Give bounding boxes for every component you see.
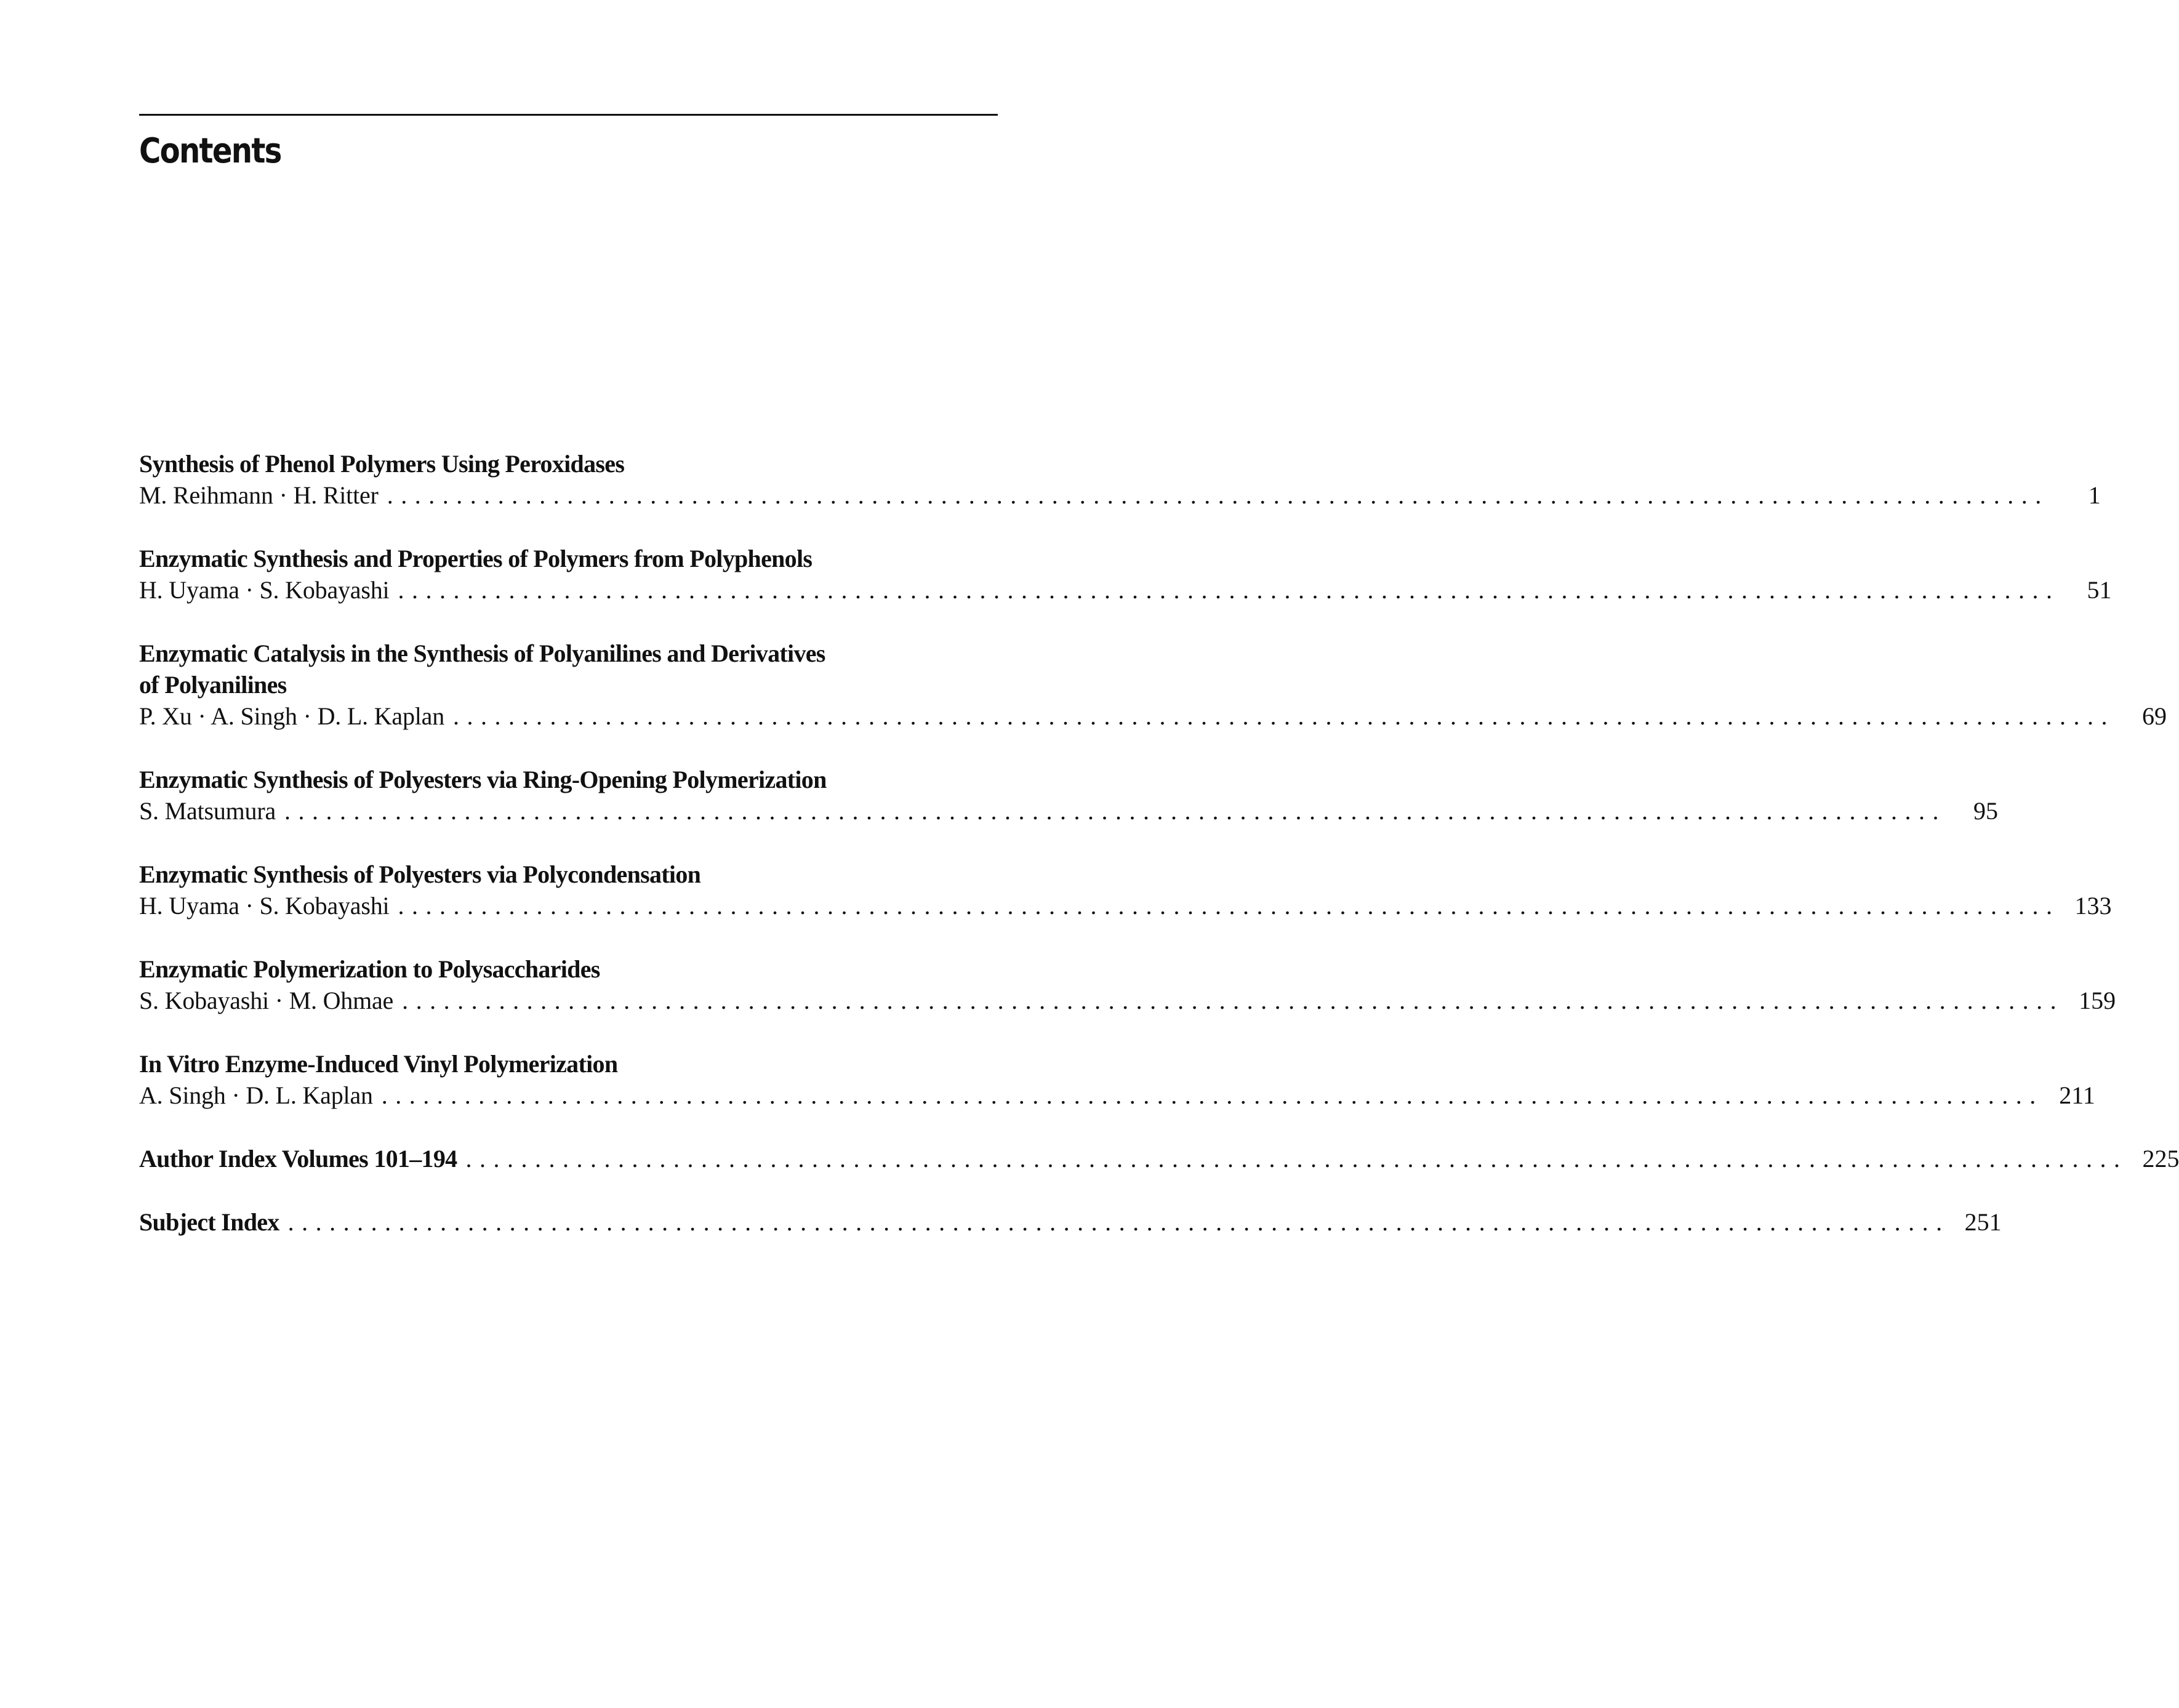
author-line: [139, 1080, 2095, 1111]
author-line: [139, 574, 2112, 606]
chapter-title-line: Enzymatic Synthesis of Polyesters via Polycondensation: [139, 860, 701, 888]
dot-leader: ........................................................................................................................: [398, 576, 2060, 604]
toc-entry: [139, 859, 2112, 921]
chapter-title-line: Enzymatic Catalysis in the Synthesis of Polyanilines and Derivatives: [139, 639, 825, 667]
dot-leader: ........................................................................................................................: [381, 1081, 2044, 1109]
chapter-title-line: Synthesis of Phenol Polymers Using Peroxidases: [139, 450, 625, 478]
index-entry: [139, 1206, 2002, 1238]
dot-leader: ........................................................................................................................: [398, 892, 2060, 920]
index-entry: [139, 1143, 2179, 1174]
top-rule: [139, 114, 998, 116]
chapter-authors: S. Matsumura: [139, 797, 276, 825]
dot-leader: ........................................................................................................................: [402, 987, 2065, 1014]
dot-leader: ........................................................................................................................: [465, 1145, 2128, 1173]
page-number: 51: [2087, 576, 2112, 604]
toc-entry: [139, 953, 2116, 1016]
author-line: [139, 700, 2167, 732]
chapter-title: [139, 859, 998, 890]
chapter-authors: H. Uyama · S. Kobayashi: [139, 576, 390, 604]
index-line: [139, 1143, 2179, 1174]
page-number: 159: [2079, 987, 2116, 1014]
toc-entry: [139, 764, 1999, 827]
chapter-title-line: Enzymatic Synthesis of Polyesters via Ring-Opening Polymerization: [139, 766, 827, 793]
dot-leader: ........................................................................................................................: [453, 702, 2116, 730]
subject-index-label: Subject Index: [139, 1208, 279, 1236]
page-number: 133: [2074, 892, 2112, 920]
author-index-label: Author Index Volumes 101–194: [139, 1145, 457, 1173]
chapter-title: [139, 764, 998, 795]
page-number: 95: [1973, 797, 1999, 825]
author-line: [139, 479, 2101, 511]
toc-entry: [139, 638, 2167, 732]
dot-leader: ........................................................................................................................: [284, 797, 1947, 825]
index-line: [139, 1206, 2002, 1238]
dot-leader: ........................................................................................................................: [387, 481, 2049, 509]
table-of-contents: [139, 448, 2179, 1270]
toc-entry: [139, 1048, 2095, 1111]
author-line: [139, 795, 1999, 827]
page-number: 211: [2059, 1081, 2095, 1109]
page-number: 225: [2142, 1145, 2179, 1173]
chapter-title: [139, 448, 998, 479]
chapter-title: [139, 953, 998, 985]
toc-entry: [139, 448, 2101, 511]
toc-entry: [139, 543, 2112, 606]
page-number: 1: [2088, 481, 2101, 509]
author-line: [139, 890, 2112, 921]
chapter-title: [139, 543, 998, 574]
chapter-title: [139, 1048, 998, 1080]
chapter-title: [139, 638, 998, 700]
page-title: Contents: [139, 131, 281, 171]
chapter-authors: P. Xu · A. Singh · D. L. Kaplan: [139, 702, 445, 730]
author-line: [139, 985, 2116, 1016]
chapter-authors: M. Reihmann · H. Ritter: [139, 481, 379, 509]
dot-leader: ........................................................................................................................: [287, 1208, 1950, 1236]
page-number: 251: [1964, 1208, 2002, 1236]
chapter-authors: S. Kobayashi · M. Ohmae: [139, 987, 394, 1014]
chapter-title-line: of Polyanilines: [139, 671, 287, 699]
chapter-authors: H. Uyama · S. Kobayashi: [139, 892, 390, 920]
chapter-authors: A. Singh · D. L. Kaplan: [139, 1081, 373, 1109]
page-number: 69: [2142, 702, 2167, 730]
chapter-title-line: Enzymatic Polymerization to Polysaccharides: [139, 955, 600, 983]
chapter-title-line: In Vitro Enzyme-Induced Vinyl Polymerization: [139, 1050, 618, 1078]
chapter-title-line: Enzymatic Synthesis and Properties of Polymers from Polyphenols: [139, 545, 813, 572]
